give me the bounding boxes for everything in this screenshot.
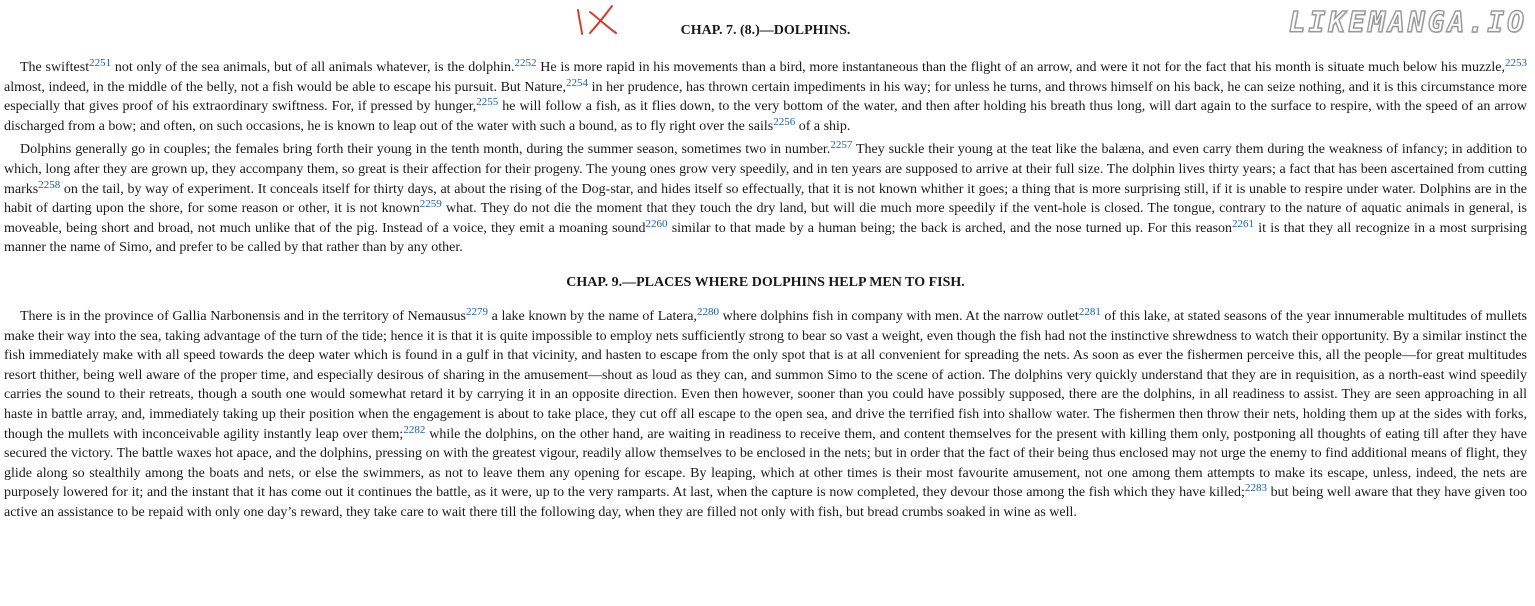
footnote-link[interactable]: 2255 [476,96,499,109]
footnote-link[interactable]: 2281 [1078,305,1101,318]
footnote-link[interactable]: 2282 [403,423,426,436]
chapter-title: CHAP. 9.—PLACES WHERE DOLPHINS HELP MEN TO FISH. [566,274,965,290]
footnote-link[interactable]: 2253 [1505,57,1527,69]
watermark: LIKEMANGA.IO [1288,6,1527,39]
footnote-link[interactable]: 2254 [566,76,589,89]
footnote-link[interactable]: 2261 [1232,217,1255,230]
footnote-link[interactable]: 2251 [89,57,112,69]
paragraph [4,307,1527,523]
text-run: of this lake, at stated seasons of the year innumerable multitudes of mullets make their way into the sea, taking advantage of the turn of the tide; hence it is that it is quite impossible to employ nets sufficiently strong to bear so vast a weight, even though the fish had not the instinctive shrewdness to watch their opportunity. By a similar instinct the fish immediately make with all speed towards the deep water which is found in a gulf in that vicinity, and hasten to escape from the only spot that is at all convenient for spreading the nets. As soon as ever the fishermen perceive this, all the people—for great multitudes resort thither, being well aware of the proper time, and especially desirous of sharing in the amusement—shout as loud as they can, and summon Simo to the scene of action. The dolphins very quickly understand that they are in requisition, as a north-east wind speedily carries the sound to their retreats, though a south one would somewhat retard it by carrying it in an opposite direction. Even then however, sooner than you could have possibly supposed, there are the dolphins, in all readiness to assist. They are seen approaching in all haste in battle array, and, immediately taking up their position when the engagement is about to take place, they cut off all escape to the open sea, and drive the terrified fish into shallow water. The fishermen then throw their nets, holding them up at the sides with forks, though the mullets with inconceivable agility instantly leap over them; [4,308,1527,442]
footnote-link[interactable]: 2258 [38,178,61,191]
text-run: what. They do not die the moment that they touch the dry land, but will die much more speedily if the vent-hole is closed. The tongue, contrary to the nature of aquatic animals in general, is moveable, being short and broad, not much unlike that of the pig. Instead of a voice, they emit a moaning sound [4,201,1527,236]
text-run: The swiftest [20,60,90,75]
text-run: not only of the sea animals, but of all animals whatever, is the dolphin. [111,60,515,75]
footnote-link[interactable]: 2256 [773,115,796,128]
text-run: of a ship. [795,118,851,134]
paragraph [4,140,1527,258]
text-run: similar to that made by a human being; the back is arched, and the nose turned up. For this reason [667,220,1233,236]
text-run: a lake known by the name of Latera, [487,308,697,324]
chapter-title: CHAP. 7. (8.)—DOLPHINS. [680,23,851,38]
text-run: while the dolphins, on the other hand, are waiting in readiness to receive them, and content themselves for the present with killing them only, postponing all thoughts of eating till after they have secured the victory. The battle waxes hot apace, and the dolphins, pressing on with the greatest vigour, readily allow themselves to be enclosed in the nets; but in order that the fact of their being thus enclosed may not urge the enemy to find additional means of flight, they glide along so stealthily among the boats and nets, or else the swimmers, as not to leave them any opening for escape. By leaping, which at other times is their most favourite amusement, not one among them attempts to make its escape, unless, indeed, the nets are purposely lowered for it; and the instant that it has come out it continues the battle, as it were, up to the very ramparts. At last, when the capture is now completed, they devour those among the fish which they have killed; [4,426,1527,501]
footnote-link[interactable]: 2257 [830,139,853,152]
text-run: There is in the province of Gallia Narbonensis and in the territory of Nemausus [20,308,466,324]
text-run: Dolphins generally go in couples; the females bring forth their young in the tenth month, during the summer season, sometimes two in number. [20,142,831,158]
footnote-link[interactable]: 2280 [696,305,719,318]
text-run: on the tail, by way of experiment. It conceals itself for thirty days, at about the rising of the Dog-star, and hides itself so effectually, that it is not known whither it goes; a thing that is more surprising still, if it is unable to respire under water. Dolphins are in the habit of darting upon the shore, for some reason or other, it is not known [4,181,1527,217]
paragraph [4,58,1527,136]
text-run: He is more rapid in his movements than a bird, more instantaneous than the flight of an arrow, and were it not for the fact that his month is situate much below his muzzle, [536,60,1505,75]
text-run: in her prudence, has thrown certain impediments in his way; for unless he turns, and throws himself on his back, he can seize nothing, and it is this circumstance more especially that gives proof of his extraordinary swiftness. For, if pressed by hunger, [4,79,1528,115]
footnote-link[interactable]: 2252 [514,57,537,69]
text-run: he will follow a fish, as it flies down, to the very bottom of the water, and then after holding his breath thus long, will dart again to the surface to respire, with the speed of an arrow discharged from a bow; and often, on such occasions, he is known to leap out of the water with such a bound, as to fly right over the sails [4,99,1527,134]
footnote-link[interactable]: 2259 [419,198,442,211]
text-run: where dolphins fish in company with men. At the narrow outlet [718,308,1079,324]
text-run: but being well aware that they have given too active an assistance to be repaid with only one day’s reward, they take care to wait there till the following day, when they are filled not only with fish, but bread crumbs soaked in wine as well. [4,485,1527,520]
document-page [4,0,1527,526]
text-run: almost, indeed, in the middle of the belly, not a fish would be able to escape his pursuit. But Nature, [4,79,567,95]
text-run: They suckle their young at the teat like the balæna, and even carry them during the weakness of infancy; in addition to which, long after they are grown up, they accompany them, so great is their affection for their progeny. The young ones grow very speedily, and in ten years are supposed to arrive at their full size. The dolphin lives thirty years; a fact that has been ascertained from cutting marks [4,142,1527,197]
text-run: it is that they all recognize in a most surprising manner the name of Simo, and prefer to be called by that rather than by any other. [4,220,1527,256]
footnote-link[interactable]: 2283 [1244,482,1267,495]
footnote-link[interactable]: 2260 [645,217,668,230]
footnote-link[interactable]: 2279 [465,305,488,318]
